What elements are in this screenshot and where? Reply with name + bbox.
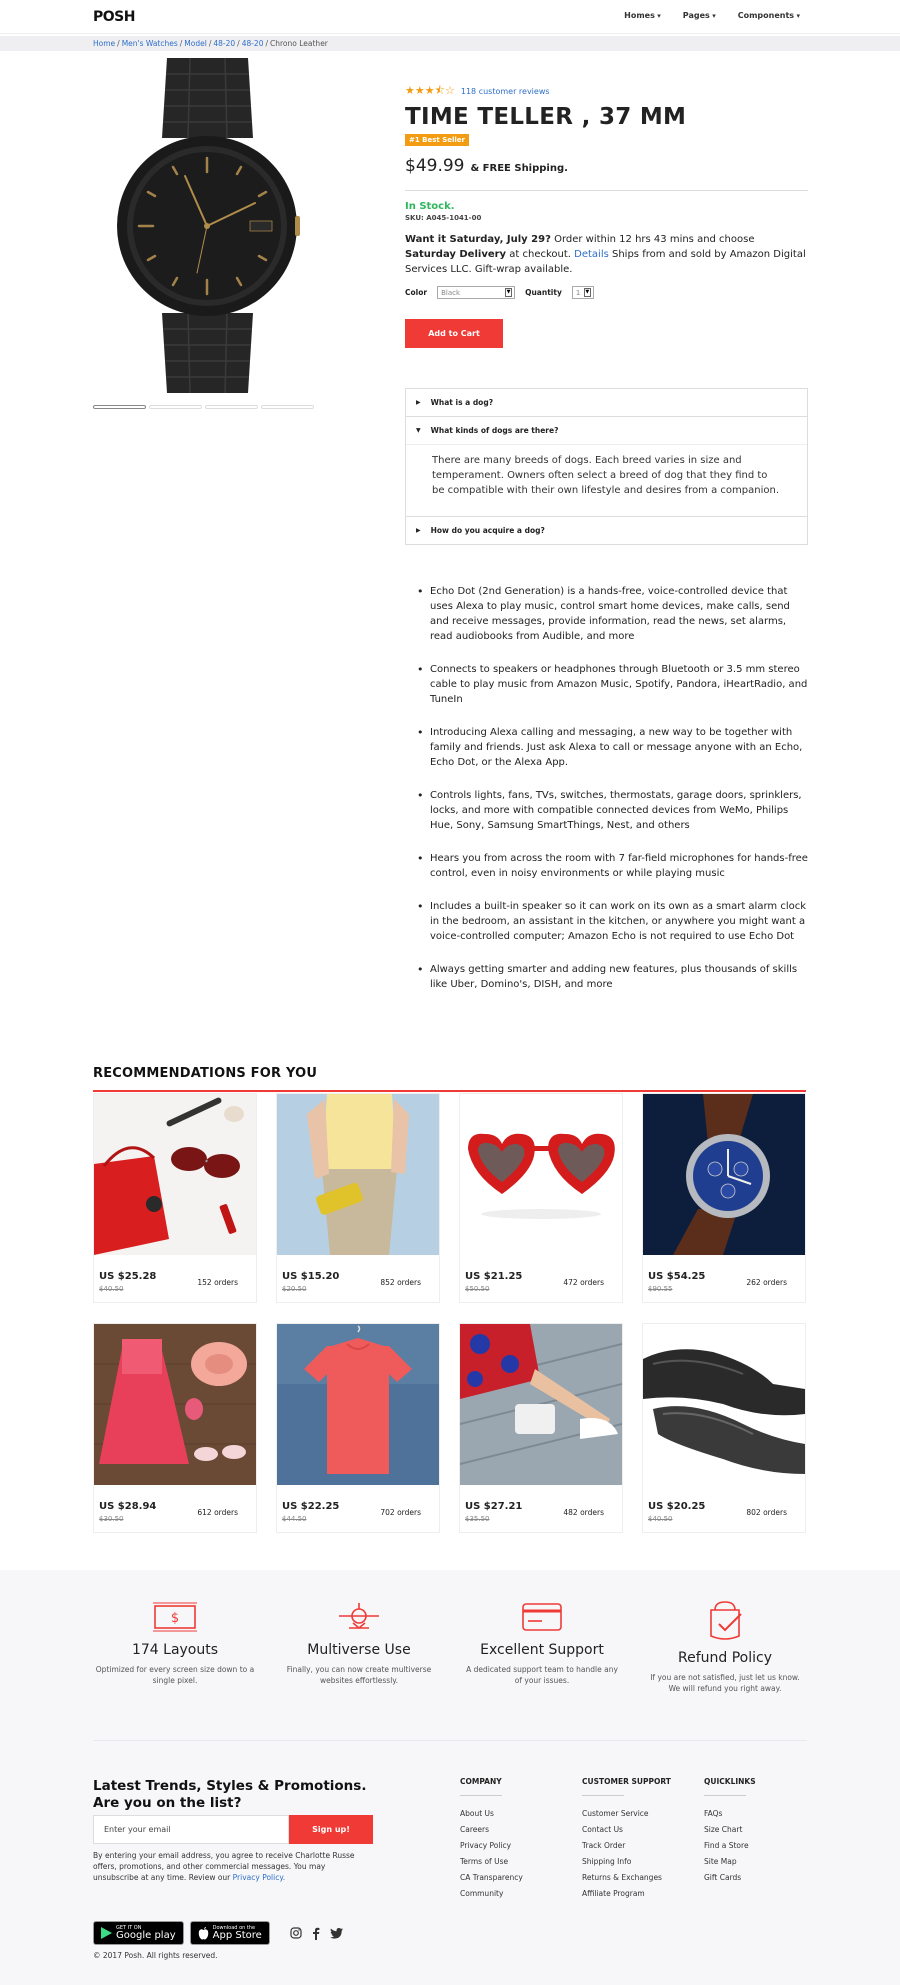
footer-link[interactable]: Site Map xyxy=(704,1857,737,1866)
accordion-title: What kinds of dogs are there? xyxy=(430,426,559,435)
product-price: $49.99 xyxy=(405,156,465,176)
card-old-price: $20.50 xyxy=(282,1285,307,1293)
card-old-price: $40.50 xyxy=(99,1285,124,1293)
breadcrumb: Home / Men's Watches / Model / 48-20 / 48-20 / Chrono Leather xyxy=(93,39,328,48)
product-rating xyxy=(405,84,808,98)
footer-link[interactable]: Contact Us xyxy=(582,1825,623,1834)
accordion-title: How do you acquire a dog? xyxy=(430,526,545,535)
caret-right-icon: ▶ xyxy=(416,399,421,406)
card-price: US $20.25 xyxy=(648,1501,706,1512)
footer-link[interactable]: Shipping Info xyxy=(582,1857,632,1866)
card-old-price: $30.50 xyxy=(99,1515,124,1523)
chevron-down-icon: ▼ xyxy=(585,289,590,295)
site-header xyxy=(0,0,900,34)
footer-col-title: CUSTOMER SUPPORT xyxy=(582,1777,624,1796)
feature-desc: Finally, you can now create multiverse websites effortlessly. xyxy=(286,1665,432,1685)
breadcrumb-current: Chrono Leather xyxy=(270,39,328,48)
shipping-note: & FREE Shipping. xyxy=(470,163,568,174)
gallery-dot-4[interactable] xyxy=(261,405,314,409)
bullet-item: • Hears you from across the room with 7 far-field microphones for hands-free control, even in noisy environments or while playing music xyxy=(405,851,808,881)
caret-down-icon: ▼ xyxy=(416,427,421,434)
card-orders: 802 orders xyxy=(746,1508,787,1517)
bullet-item: • Includes a built-in speaker so it can work on its own as a smart alarm clock in the bedroom, an assistant in the kitchen, or anywhere you might want a voice-controlled computer; Amazon Echo is not required to use Echo Dot xyxy=(405,899,808,944)
apple-icon xyxy=(198,1927,209,1940)
product-card[interactable] xyxy=(276,1093,440,1303)
card-old-price: $35.50 xyxy=(465,1515,490,1523)
feature-refund xyxy=(645,1600,805,1694)
chevron-down-icon: ▼ xyxy=(506,289,511,295)
footer-link[interactable]: FAQs xyxy=(704,1809,723,1818)
svg-text:$: $ xyxy=(170,1611,180,1626)
features-section xyxy=(0,1570,900,1745)
card-orders: 152 orders xyxy=(197,1278,238,1287)
newsletter-form xyxy=(93,1815,373,1844)
footer-link[interactable]: Gift Cards xyxy=(704,1873,742,1882)
quantity-select-value: 1 xyxy=(575,288,581,297)
accordion-header-what-is-dog[interactable] xyxy=(406,389,807,416)
app-store-badges xyxy=(93,1921,343,1945)
footer-link[interactable]: Returns & Exchanges xyxy=(582,1873,662,1882)
heart-sunglasses-image xyxy=(460,1094,622,1255)
accordion-body: There are many breeds of dogs. Each breed varies in size and temperament. Owners often select a breed of dog that they find to be compatible with their own lifestyle and desires from a companion. xyxy=(406,444,807,516)
blue-chronograph-watch-image xyxy=(643,1094,805,1255)
product-card[interactable] xyxy=(93,1323,257,1533)
card-price: US $28.94 xyxy=(99,1501,157,1512)
footer-link[interactable]: Customer Service xyxy=(582,1809,649,1818)
product-card[interactable] xyxy=(459,1323,623,1533)
recommendations-divider xyxy=(93,1090,806,1092)
accordion-header-acquire-dog[interactable] xyxy=(406,517,807,544)
product-title: TIME TELLER , 37 MM xyxy=(405,104,687,130)
card-price: US $25.28 xyxy=(99,1271,157,1282)
email-input[interactable]: Enter your email xyxy=(93,1815,289,1844)
footer-col-title: COMPANY xyxy=(460,1777,502,1796)
gallery-dot-3[interactable] xyxy=(205,405,258,409)
footer-link[interactable]: Privacy Policy xyxy=(460,1841,512,1850)
best-seller-badge: #1 Best Seller xyxy=(405,134,469,146)
feature-desc: If you are not satisfied, just let us know. We will refund you right away. xyxy=(650,1673,800,1693)
bullet-item: • Connects to speakers or headphones through Bluetooth or 3.5 mm stereo cable to play music from Amazon Music, Spotify, Pandora, iHeartRadio, and TuneIn xyxy=(405,662,808,707)
app-store-big: App Store xyxy=(212,1930,262,1941)
gallery-dot-1[interactable] xyxy=(93,405,146,409)
feature-support xyxy=(462,1600,622,1686)
delivery-saturday: Saturday Delivery xyxy=(405,249,507,260)
signup-button[interactable]: Sign up! xyxy=(289,1815,373,1844)
feature-bullets xyxy=(405,584,808,1010)
card-price: US $21.25 xyxy=(465,1271,523,1282)
footer-link[interactable]: Community xyxy=(460,1889,504,1898)
card-orders: 612 orders xyxy=(197,1508,238,1517)
red-handbag-sunglasses-image xyxy=(94,1094,256,1255)
product-card[interactable] xyxy=(276,1323,440,1533)
feature-title: Refund Policy xyxy=(678,1650,772,1666)
tag-check-icon xyxy=(701,1600,749,1642)
recommendations-grid xyxy=(93,1093,807,1533)
nav-homes[interactable]: Homes ▾ xyxy=(624,11,661,20)
card-price: US $27.21 xyxy=(465,1501,523,1512)
feature-multiverse xyxy=(279,1600,439,1686)
breadcrumb-bar xyxy=(0,36,900,51)
nav-components[interactable]: Components ▾ xyxy=(738,11,800,20)
app-store-small: Download on the xyxy=(212,1925,256,1931)
add-to-cart-button[interactable]: Add to Cart xyxy=(405,319,503,348)
quantity-select[interactable] xyxy=(572,286,594,299)
money-icon xyxy=(151,1600,199,1634)
caret-right-icon: ▶ xyxy=(416,527,421,534)
breadcrumb-48-20[interactable]: 48-20 xyxy=(213,39,236,48)
google-play-big: Google play xyxy=(116,1930,176,1941)
features-divider xyxy=(93,1740,807,1741)
main-nav xyxy=(624,11,800,20)
card-orders: 262 orders xyxy=(746,1278,787,1287)
card-orders: 702 orders xyxy=(380,1508,421,1517)
footer-link[interactable]: CA Transparency xyxy=(460,1873,523,1882)
bullet-item: • Introducing Alexa calling and messaging, a new way to be together with family and friends. Just ask Alexa to call or message anyone with an Echo, Echo Dot, or the Alexa App. xyxy=(405,725,808,770)
product-watch-image xyxy=(115,58,300,393)
delivery-info xyxy=(405,232,808,277)
stock-status: In Stock. xyxy=(405,201,455,212)
feature-title: Excellent Support xyxy=(480,1642,604,1658)
product-card[interactable] xyxy=(93,1093,257,1303)
footer-col-customer-support xyxy=(582,1777,671,1902)
woman-yellow-top-image xyxy=(277,1094,439,1255)
delivery-ships-text: Ships from and sold by Amazon Digital Services LLC. Gift-wrap available. xyxy=(405,249,806,275)
product-sku: SKU: A045-1041-00 xyxy=(405,214,482,222)
footer-col-quicklinks xyxy=(704,1777,756,1886)
accordion-item xyxy=(406,517,807,544)
breadcrumb-48-20-b[interactable]: 48-20 xyxy=(241,39,264,48)
twitter-icon[interactable] xyxy=(330,1928,343,1939)
bullet-item: • Echo Dot (2nd Generation) is a hands-free, voice-controlled device that uses Alexa to play music, control smart home devices, make calls, send and receive messages, provide information, read the news, set alarms, read audiobooks from Audible, and more xyxy=(405,584,808,644)
delivery-checkout-text: at checkout. xyxy=(506,249,575,260)
google-play-small: GET IT ON xyxy=(116,1925,142,1931)
card-orders: 472 orders xyxy=(563,1278,604,1287)
gallery-dot-2[interactable] xyxy=(149,405,202,409)
breadcrumb-model[interactable]: Model xyxy=(184,39,207,48)
google-play-icon xyxy=(101,1927,112,1939)
color-select-value: Black xyxy=(441,288,461,297)
social-links xyxy=(290,1927,343,1940)
delivery-date: Want it Saturday, July 29? xyxy=(405,234,551,245)
delivery-order-text: Order within 12 hrs 43 mins and choose xyxy=(550,234,755,245)
accordion-title: What is a dog? xyxy=(430,398,494,407)
product-card[interactable] xyxy=(642,1323,806,1533)
app-store-button[interactable] xyxy=(190,1921,270,1945)
card-old-price: $50.50 xyxy=(465,1285,490,1293)
feature-title: 174 Layouts xyxy=(131,1642,219,1658)
product-info xyxy=(405,84,808,348)
footer-link[interactable]: Affiliate Program xyxy=(582,1889,645,1898)
accordion-item xyxy=(406,417,807,517)
newsletter-terms xyxy=(93,1850,368,1883)
reviews-link[interactable]: 118 customer reviews xyxy=(460,86,550,96)
plane-icon xyxy=(335,1600,383,1634)
bullet-item: • Controls lights, fans, TVs, switches, thermostats, garage doors, sprinklers, locks, and more with compatible connected devices from WeMo, Philips Hue, Sony, Samsung SmartThings, Nest, and others xyxy=(405,788,808,833)
product-card[interactable] xyxy=(459,1093,623,1303)
star-rating-icon: ★★★⯪☆ xyxy=(405,83,455,97)
delivery-details-link[interactable]: Details xyxy=(574,249,609,260)
accordion-header-kinds-of-dogs[interactable] xyxy=(406,417,807,444)
breadcrumb-home[interactable]: Home xyxy=(93,39,116,48)
card-price: US $54.25 xyxy=(648,1271,706,1282)
bullet-item: • Always getting smarter and adding new features, plus thousands of skills like Uber, Domino's, DISH, and more xyxy=(405,962,808,992)
card-price: US $15.20 xyxy=(282,1271,340,1282)
newsletter-title: Latest Trends, Styles & Promotions. Are you on the list? xyxy=(93,1778,367,1811)
color-label: Color xyxy=(405,288,428,297)
feature-desc: Optimized for every screen size down to a single pixel. xyxy=(95,1665,255,1685)
site-footer xyxy=(0,1745,900,1985)
footer-col-company xyxy=(460,1777,523,1902)
facebook-icon[interactable] xyxy=(312,1927,320,1940)
black-leather-shoes-image xyxy=(643,1324,805,1485)
feature-title: Multiverse Use xyxy=(307,1642,411,1658)
card-icon xyxy=(518,1600,566,1634)
card-price: US $22.25 xyxy=(282,1501,340,1512)
card-old-price: $90.55 xyxy=(648,1285,673,1293)
feature-layouts xyxy=(95,1600,255,1686)
pink-girls-dress-image xyxy=(94,1324,256,1485)
terms-text: By entering your email address, you agree to receive Charlotte Russe offers, promotions, and other commercial messages. You may unsubscribe at any time. Review our xyxy=(93,1851,355,1882)
breadcrumb-mens-watches[interactable]: Men's Watches xyxy=(121,39,178,48)
gallery-pagination xyxy=(93,405,314,409)
faq-accordion xyxy=(405,388,808,545)
color-select[interactable] xyxy=(437,286,515,299)
footer-col-title: QUICKLINKS xyxy=(704,1777,746,1796)
footer-link[interactable]: Track Order xyxy=(582,1841,626,1850)
card-old-price: $40.50 xyxy=(648,1515,673,1523)
accordion-item xyxy=(406,389,807,417)
card-old-price: $44.50 xyxy=(282,1515,307,1523)
google-play-button[interactable] xyxy=(93,1921,184,1945)
footer-link[interactable]: Find a Store xyxy=(704,1841,749,1850)
footer-link[interactable]: About Us xyxy=(460,1809,494,1818)
product-gallery xyxy=(93,58,319,413)
card-orders: 482 orders xyxy=(563,1508,604,1517)
feature-desc: A dedicated support team to handle any of your issues. xyxy=(466,1665,618,1685)
logo[interactable]: POSH xyxy=(93,9,135,25)
instagram-icon[interactable] xyxy=(290,1927,302,1939)
card-orders: 852 orders xyxy=(380,1278,421,1287)
nav-pages[interactable]: Pages ▾ xyxy=(683,11,716,20)
privacy-policy-link[interactable]: Privacy Policy. xyxy=(232,1873,286,1882)
footer-link[interactable]: Careers xyxy=(460,1825,489,1834)
coral-t-shirt-image xyxy=(277,1324,439,1485)
recommendations-title: RECOMMENDATIONS FOR YOU xyxy=(93,1066,318,1081)
product-card[interactable] xyxy=(642,1093,806,1303)
floral-skirt-sneakers-image xyxy=(460,1324,622,1485)
footer-link[interactable]: Size Chart xyxy=(704,1825,743,1834)
copyright: © 2017 Posh. All rights reserved. xyxy=(93,1951,218,1960)
quantity-label: Quantity xyxy=(525,288,562,297)
price-row xyxy=(405,156,808,191)
footer-link[interactable]: Terms of Use xyxy=(460,1857,509,1866)
product-options xyxy=(405,286,808,299)
